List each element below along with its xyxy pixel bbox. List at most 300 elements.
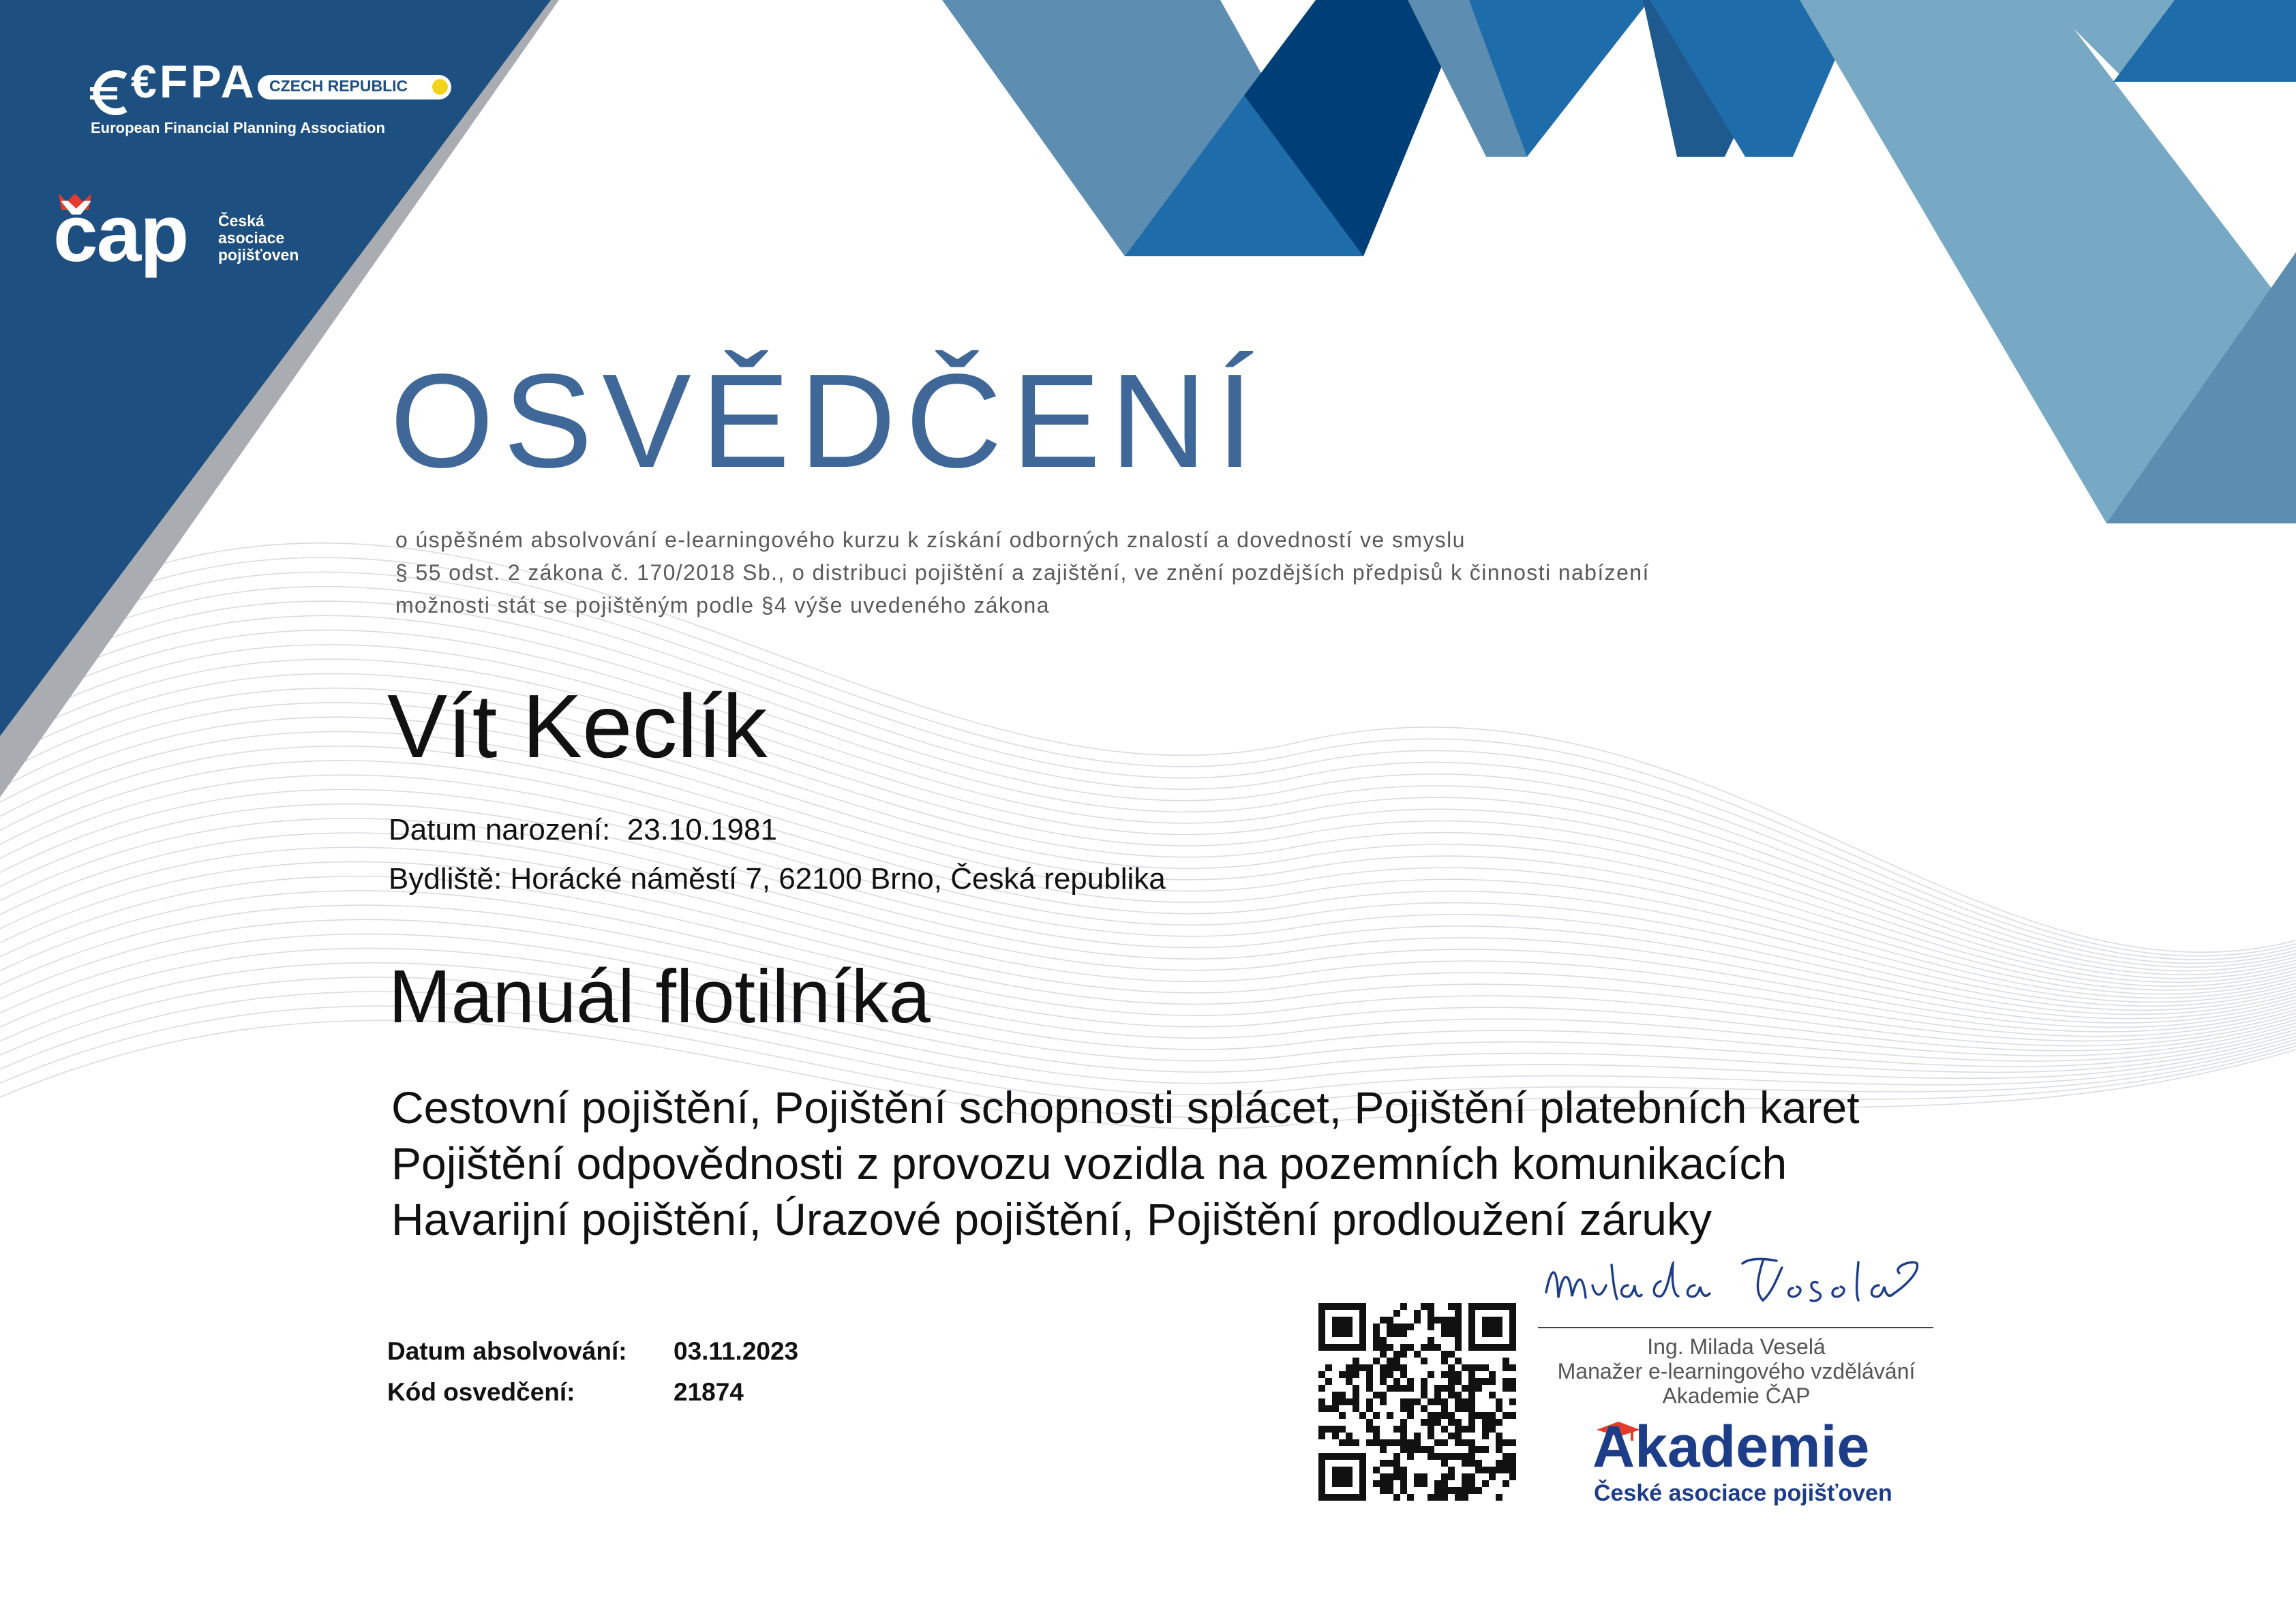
- qr-module: [1509, 1460, 1516, 1467]
- qr-module: [1380, 1480, 1387, 1487]
- qr-module: [1455, 1453, 1462, 1460]
- qr-module: [1339, 1426, 1346, 1433]
- qr-module: [1468, 1460, 1475, 1467]
- signatory-role: Manažer e-learningového vzdělávání: [1557, 1359, 1916, 1383]
- qr-module: [1353, 1364, 1359, 1371]
- qr-module: [1441, 1358, 1448, 1364]
- qr-module: [1359, 1467, 1366, 1473]
- qr-module: [1393, 1378, 1400, 1385]
- qr-module: [1373, 1412, 1380, 1419]
- qr-module: [1332, 1480, 1339, 1487]
- qr-module: [1380, 1371, 1387, 1378]
- qr-module: [1448, 1303, 1455, 1310]
- qr-module: [1366, 1426, 1373, 1433]
- qr-module: [1318, 1337, 1325, 1344]
- qr-module: [1509, 1378, 1516, 1385]
- qr-module: [1441, 1412, 1448, 1419]
- qr-module: [1475, 1460, 1482, 1467]
- qr-module: [1496, 1323, 1502, 1330]
- wave-line: [0, 804, 2296, 1023]
- qr-module: [1339, 1453, 1346, 1460]
- qr-module: [1318, 1398, 1325, 1405]
- qr-module: [1373, 1467, 1380, 1473]
- qr-module: [1455, 1487, 1462, 1494]
- qr-module: [1359, 1487, 1366, 1494]
- cap-subtitle-line: Česká: [218, 212, 265, 230]
- qr-module: [1346, 1378, 1353, 1385]
- qr-module: [1441, 1385, 1448, 1392]
- qr-module: [1434, 1480, 1441, 1487]
- qr-module: [1393, 1330, 1400, 1337]
- qr-module: [1407, 1405, 1414, 1412]
- qr-module: [1502, 1480, 1509, 1487]
- qr-module: [1448, 1487, 1455, 1494]
- topic-line: Pojištění odpovědnosti z provozu vozidla na pozemních komunikacích: [391, 1138, 1787, 1189]
- qr-module: [1393, 1310, 1400, 1317]
- qr-module: [1400, 1439, 1407, 1446]
- qr-module: [1441, 1460, 1448, 1467]
- qr-module: [1400, 1385, 1407, 1392]
- qr-module: [1441, 1317, 1448, 1323]
- wave-line: [0, 673, 2296, 986]
- qr-module: [1387, 1439, 1393, 1446]
- qr-module: [1441, 1494, 1448, 1501]
- qr-module: [1509, 1364, 1516, 1371]
- birth-date-value: 23.10.1981: [626, 813, 777, 846]
- qr-module: [1502, 1453, 1509, 1460]
- qr-module: [1482, 1467, 1489, 1473]
- qr-module: [1414, 1473, 1421, 1480]
- qr-module: [1502, 1385, 1509, 1392]
- qr-module: [1373, 1323, 1380, 1330]
- qr-module: [1428, 1419, 1434, 1426]
- qr-module: [1421, 1358, 1428, 1364]
- qr-module: [1332, 1433, 1339, 1439]
- wave-line: [0, 949, 2296, 1073]
- qr-module: [1509, 1330, 1516, 1337]
- qr-module: [1366, 1378, 1373, 1385]
- qr-module: [1468, 1303, 1475, 1310]
- qr-module: [1462, 1480, 1468, 1487]
- qr-module: [1455, 1330, 1462, 1337]
- qr-module: [1359, 1337, 1366, 1344]
- qr-module: [1468, 1473, 1475, 1480]
- address-value: Horácké náměstí 7, 62100 Brno, Česká republika: [510, 862, 1166, 896]
- qr-module: [1400, 1473, 1407, 1480]
- qr-module: [1496, 1419, 1502, 1426]
- qr-module: [1339, 1344, 1346, 1351]
- qr-module: [1318, 1473, 1325, 1480]
- qr-module: [1462, 1487, 1468, 1494]
- qr-module: [1400, 1446, 1407, 1453]
- qr-module: [1393, 1460, 1400, 1467]
- qr-module: [1462, 1494, 1468, 1501]
- signatory-name: Ing. Milada Veselá: [1647, 1334, 1826, 1359]
- qr-module: [1373, 1337, 1380, 1344]
- qr-module: [1318, 1426, 1325, 1433]
- qr-module: [1462, 1398, 1468, 1405]
- qr-module: [1462, 1426, 1468, 1433]
- qr-module: [1339, 1323, 1346, 1330]
- qr-module: [1366, 1419, 1373, 1426]
- qr-module: [1414, 1446, 1421, 1453]
- qr-module: [1448, 1453, 1455, 1460]
- qr-module: [1421, 1473, 1428, 1480]
- birth-date-row: [389, 815, 777, 845]
- qr-module: [1400, 1487, 1407, 1494]
- qr-module: [1428, 1426, 1434, 1433]
- qr-module: [1489, 1344, 1496, 1351]
- qr-module: [1339, 1371, 1346, 1378]
- qr-module: [1373, 1344, 1380, 1351]
- qr-module: [1496, 1460, 1502, 1467]
- qr-module: [1496, 1398, 1502, 1405]
- qr-module: [1468, 1439, 1475, 1446]
- qr-module: [1496, 1446, 1502, 1453]
- qr-module: [1353, 1371, 1359, 1378]
- qr-module: [1428, 1310, 1434, 1317]
- qr-module: [1475, 1385, 1482, 1392]
- qr-module: [1441, 1405, 1448, 1412]
- qr-module: [1509, 1344, 1516, 1351]
- qr-module: [1414, 1310, 1421, 1317]
- qr-module: [1502, 1412, 1509, 1419]
- qr-module: [1441, 1439, 1448, 1446]
- qr-module: [1448, 1317, 1455, 1323]
- qr-module: [1400, 1351, 1407, 1358]
- qr-module: [1346, 1371, 1353, 1378]
- qr-module: [1509, 1310, 1516, 1317]
- qr-module: [1400, 1419, 1407, 1426]
- qr-module: [1325, 1378, 1332, 1385]
- qr-module: [1496, 1317, 1502, 1323]
- qr-module: [1339, 1330, 1346, 1337]
- qr-module: [1359, 1473, 1366, 1480]
- qr-module: [1509, 1398, 1516, 1405]
- qr-module: [1434, 1392, 1441, 1398]
- qr-module: [1332, 1453, 1339, 1460]
- qr-module: [1387, 1330, 1393, 1337]
- qr-module: [1482, 1426, 1489, 1433]
- qr-module: [1393, 1467, 1400, 1473]
- subtitle-line: § 55 odst. 2 zákona č. 170/2018 Sb., o distribuci pojištění a zajištění, ve znění pozdějších předpisů k činnosti nabízení: [395, 560, 1650, 585]
- qr-module: [1502, 1358, 1509, 1364]
- qr-module: [1359, 1317, 1366, 1323]
- qr-module: [1380, 1317, 1387, 1323]
- qr-module: [1373, 1480, 1380, 1487]
- qr-module: [1339, 1439, 1346, 1446]
- qr-module: [1482, 1378, 1489, 1385]
- qr-module: [1332, 1323, 1339, 1330]
- qr-module: [1482, 1480, 1489, 1487]
- qr-module: [1468, 1426, 1475, 1433]
- qr-module: [1421, 1480, 1428, 1487]
- qr-module: [1339, 1317, 1346, 1323]
- qr-module: [1434, 1385, 1441, 1392]
- qr-module: [1489, 1467, 1496, 1473]
- qr-module: [1434, 1487, 1441, 1494]
- qr-module: [1496, 1303, 1502, 1310]
- qr-module: [1475, 1412, 1482, 1419]
- qr-module: [1502, 1303, 1509, 1310]
- qr-module: [1462, 1473, 1468, 1480]
- qr-module: [1346, 1344, 1353, 1351]
- qr-module: [1496, 1405, 1502, 1412]
- qr-module: [1468, 1405, 1475, 1412]
- qr-module: [1428, 1317, 1434, 1323]
- qr-module: [1318, 1460, 1325, 1467]
- qr-module: [1373, 1392, 1380, 1398]
- qr-module: [1482, 1303, 1489, 1310]
- qr-module: [1455, 1344, 1462, 1351]
- completion-date-label: Datum absolvování:: [387, 1337, 627, 1365]
- qr-module: [1496, 1433, 1502, 1439]
- qr-module: [1455, 1378, 1462, 1385]
- qr-module: [1332, 1494, 1339, 1501]
- qr-module: [1387, 1385, 1393, 1392]
- qr-module: [1325, 1364, 1332, 1371]
- qr-module: [1482, 1419, 1489, 1426]
- qr-module: [1489, 1419, 1496, 1426]
- qr-module: [1489, 1317, 1496, 1323]
- qr-module: [1434, 1412, 1441, 1419]
- qr-module: [1359, 1310, 1366, 1317]
- qr-module: [1393, 1364, 1400, 1371]
- qr-module: [1359, 1460, 1366, 1467]
- qr-module: [1407, 1453, 1414, 1460]
- qr-module: [1482, 1446, 1489, 1453]
- qr-module: [1393, 1351, 1400, 1358]
- qr-module: [1489, 1371, 1496, 1378]
- qr-module: [1380, 1392, 1387, 1398]
- cap-logo-text: čap: [53, 189, 188, 279]
- subtitle-line: o úspěšném absolvování e-learningového kurzu k získání odborných znalostí a dovedností ve smyslu: [395, 527, 1466, 552]
- qr-module: [1496, 1467, 1502, 1473]
- qr-module: [1509, 1323, 1516, 1330]
- qr-module: [1387, 1480, 1393, 1487]
- qr-module: [1468, 1480, 1475, 1487]
- qr-module: [1502, 1439, 1509, 1446]
- qr-module: [1346, 1323, 1353, 1330]
- qr-module: [1448, 1433, 1455, 1439]
- qr-module: [1359, 1480, 1366, 1487]
- qr-module: [1414, 1351, 1421, 1358]
- qr-module: [1407, 1385, 1414, 1392]
- qr-module: [1475, 1467, 1482, 1473]
- qr-module: [1353, 1439, 1359, 1446]
- qr-module: [1434, 1419, 1441, 1426]
- qr-module: [1428, 1398, 1434, 1405]
- course-topics: [391, 1080, 1860, 1247]
- qr-module: [1455, 1337, 1462, 1344]
- qr-module: [1489, 1330, 1496, 1337]
- qr-module: [1366, 1398, 1373, 1405]
- qr-module: [1428, 1433, 1434, 1439]
- certificate-title: OSVĚDČENÍ: [390, 346, 1263, 495]
- qr-module: [1428, 1344, 1434, 1351]
- wave-line: [0, 688, 2296, 990]
- efpa-badge-text: CZECH REPUBLIC: [269, 77, 408, 95]
- qr-module: [1414, 1398, 1421, 1405]
- qr-module: [1318, 1317, 1325, 1323]
- qr-module: [1366, 1364, 1373, 1371]
- cap-subtitle-line: asociace: [218, 229, 285, 247]
- qr-module: [1502, 1344, 1509, 1351]
- qr-module: [1448, 1371, 1455, 1378]
- qr-module: [1332, 1467, 1339, 1473]
- qr-module: [1455, 1433, 1462, 1439]
- qr-module: [1448, 1364, 1455, 1371]
- address-label: Bydliště:: [389, 862, 502, 896]
- qr-module: [1441, 1371, 1448, 1378]
- qr-module: [1366, 1371, 1373, 1378]
- qr-module: [1393, 1426, 1400, 1433]
- qr-module: [1496, 1439, 1502, 1446]
- qr-module: [1468, 1385, 1475, 1392]
- signatory-org: Akademie ČAP: [1662, 1383, 1811, 1408]
- qr-module: [1346, 1317, 1353, 1323]
- qr-module: [1475, 1446, 1482, 1453]
- qr-module: [1332, 1344, 1339, 1351]
- qr-module: [1393, 1323, 1400, 1330]
- qr-module: [1407, 1446, 1414, 1453]
- qr-module: [1434, 1439, 1441, 1446]
- qr-module: [1325, 1494, 1332, 1501]
- subtitle-line: možnosti stát se pojištěným podle §4 výše uvedeného zákona: [395, 593, 1050, 617]
- qr-module: [1318, 1433, 1325, 1439]
- qr-module: [1455, 1310, 1462, 1317]
- qr-module: [1400, 1480, 1407, 1487]
- qr-module: [1339, 1473, 1346, 1480]
- qr-module: [1387, 1358, 1393, 1364]
- qr-module: [1468, 1453, 1475, 1460]
- qr-module: [1359, 1412, 1366, 1419]
- qr-module: [1502, 1460, 1509, 1467]
- qr-module: [1318, 1323, 1325, 1330]
- qr-module: [1380, 1364, 1387, 1371]
- qr-module: [1359, 1323, 1366, 1330]
- qr-module: [1387, 1364, 1393, 1371]
- qr-module: [1407, 1378, 1414, 1385]
- qr-module: [1462, 1385, 1468, 1392]
- qr-module: [1346, 1453, 1353, 1460]
- qr-module: [1318, 1303, 1325, 1310]
- qr-module: [1393, 1439, 1400, 1446]
- qr-module: [1339, 1494, 1346, 1501]
- qr-module: [1441, 1480, 1448, 1487]
- qr-module: [1448, 1385, 1455, 1392]
- qr-module: [1353, 1344, 1359, 1351]
- completion-date-value: 03.11.2023: [674, 1337, 799, 1365]
- qr-module: [1387, 1323, 1393, 1330]
- qr-module: [1373, 1426, 1380, 1433]
- qr-module: [1400, 1364, 1407, 1371]
- qr-module: [1387, 1371, 1393, 1378]
- qr-module: [1359, 1330, 1366, 1337]
- qr-module: [1421, 1392, 1428, 1398]
- qr-module: [1462, 1405, 1468, 1412]
- qr-module: [1318, 1310, 1325, 1317]
- qr-module: [1332, 1398, 1339, 1405]
- certificate-code-value: 21874: [674, 1378, 744, 1406]
- qr-module: [1509, 1385, 1516, 1392]
- qr-module: [1380, 1446, 1387, 1453]
- qr-module: [1400, 1398, 1407, 1405]
- qr-module: [1482, 1317, 1489, 1323]
- qr-module: [1428, 1303, 1434, 1310]
- qr-module: [1482, 1344, 1489, 1351]
- qr-module: [1441, 1473, 1448, 1480]
- qr-module: [1482, 1412, 1489, 1419]
- qr-module: [1434, 1317, 1441, 1323]
- qr-module: [1448, 1392, 1455, 1398]
- signatory-info: [1549, 1334, 1924, 1408]
- qr-module: [1434, 1453, 1441, 1460]
- qr-module: [1387, 1460, 1393, 1467]
- qr-module: [1475, 1364, 1482, 1371]
- qr-module: [1332, 1426, 1339, 1433]
- cap-subtitle-line: pojišťoven: [218, 246, 299, 264]
- qr-module: [1380, 1473, 1387, 1480]
- qr-module: [1387, 1473, 1393, 1480]
- qr-module: [1428, 1453, 1434, 1460]
- qr-module: [1475, 1344, 1482, 1351]
- qr-module: [1502, 1364, 1509, 1371]
- qr-module: [1468, 1337, 1475, 1344]
- topic-line: Cestovní pojištění, Pojištění schopnosti splácet, Pojištění platebních karet: [391, 1082, 1860, 1133]
- qr-module: [1468, 1364, 1475, 1371]
- qr-module: [1502, 1378, 1509, 1385]
- qr-module: [1393, 1358, 1400, 1364]
- qr-module: [1421, 1385, 1428, 1392]
- qr-module: [1387, 1487, 1393, 1494]
- qr-module: [1455, 1405, 1462, 1412]
- qr-module: [1448, 1412, 1455, 1419]
- qr-module: [1346, 1473, 1353, 1480]
- qr-module: [1496, 1330, 1502, 1337]
- qr-module: [1407, 1344, 1414, 1351]
- qr-module: [1489, 1473, 1496, 1480]
- qr-module: [1489, 1412, 1496, 1419]
- qr-module: [1318, 1480, 1325, 1487]
- qr-module: [1380, 1351, 1387, 1358]
- qr-module: [1475, 1303, 1482, 1310]
- qr-module: [1509, 1453, 1516, 1460]
- cap-subtitle: [218, 213, 299, 264]
- qr-module: [1353, 1453, 1359, 1460]
- qr-module: [1318, 1371, 1325, 1378]
- qr-module: [1353, 1392, 1359, 1398]
- qr-module: [1400, 1405, 1407, 1412]
- qr-module: [1441, 1398, 1448, 1405]
- qr-module: [1414, 1439, 1421, 1446]
- qr-module: [1468, 1330, 1475, 1337]
- qr-module: [1380, 1337, 1387, 1344]
- signature: [1538, 1244, 1947, 1333]
- qr-module: [1400, 1344, 1407, 1351]
- qr-module: [1455, 1426, 1462, 1433]
- qr-module: [1339, 1303, 1346, 1310]
- qr-module: [1468, 1378, 1475, 1385]
- qr-module: [1366, 1405, 1373, 1412]
- qr-module: [1353, 1398, 1359, 1405]
- qr-module: [1353, 1303, 1359, 1310]
- qr-module: [1359, 1364, 1366, 1371]
- qr-module: [1489, 1392, 1496, 1398]
- qr-module: [1332, 1473, 1339, 1480]
- qr-module: [1400, 1323, 1407, 1330]
- wave-line: [0, 615, 2296, 970]
